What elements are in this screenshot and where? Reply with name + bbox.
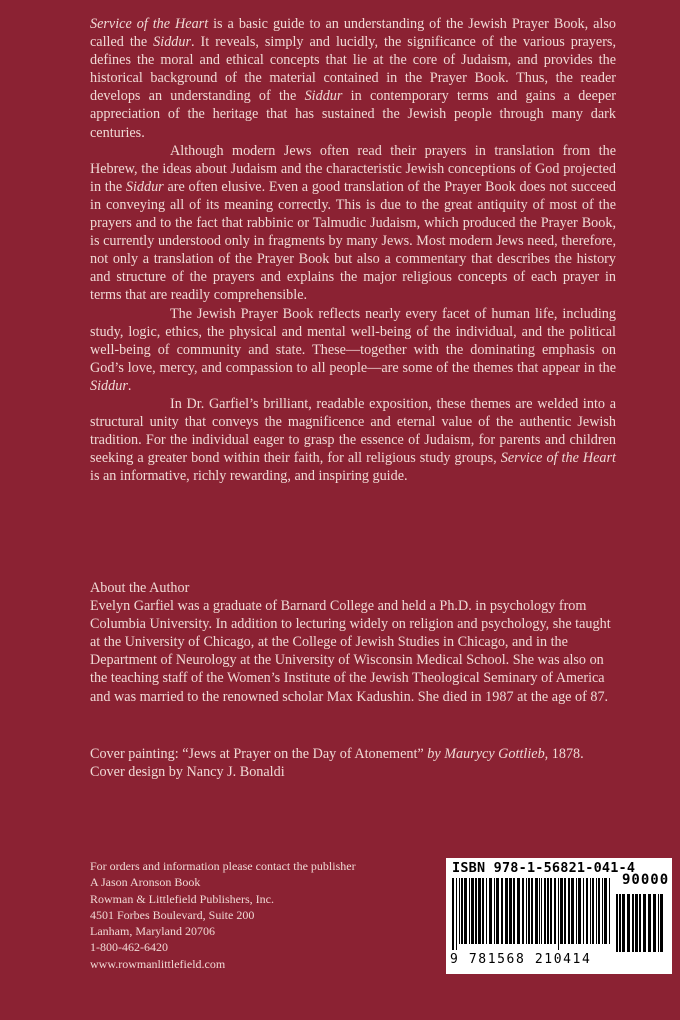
barcode-bar bbox=[635, 894, 638, 952]
barcode-bar bbox=[564, 878, 566, 944]
book-description bbox=[90, 15, 616, 485]
ean-barcode-bars bbox=[452, 878, 612, 952]
barcode-bar bbox=[648, 894, 651, 952]
barcode-bar bbox=[478, 878, 481, 944]
barcode-bar bbox=[544, 878, 546, 944]
barcode-bar bbox=[660, 894, 663, 952]
barcode-bar bbox=[598, 878, 600, 944]
barcode-bar bbox=[461, 878, 463, 944]
price-code: 90000 bbox=[622, 872, 670, 888]
publisher-line: Rowman & Littlefield Publishers, Inc. bbox=[90, 891, 274, 906]
barcode-bar bbox=[571, 878, 574, 944]
barcode-bar bbox=[531, 878, 533, 944]
barcode-bar bbox=[541, 878, 542, 944]
barcode-bar bbox=[489, 878, 492, 944]
description-paragraph-1: Service of the Heart is a basic guide to an understanding of the Jewish Prayer Book, also called the Siddur. It reveals, simply and lucidly, the significance of the various prayers, defines the moral and ethical concepts that lie at the core of Judaism, and provides the historical background of the material contained in the Prayer Book. Thus, the reader develops an understanding of the Siddur in contemporary terms and gains a deeper appreciation of the heritage that has sustained the Jewish people through many dark centuries. bbox=[90, 16, 617, 141]
barcode-bar bbox=[522, 878, 524, 944]
design-credit: Cover design by Nancy J. Bonaldi bbox=[90, 764, 285, 781]
barcode-bar bbox=[653, 894, 656, 952]
barcode-bar bbox=[586, 878, 588, 944]
barcode-bar bbox=[639, 894, 641, 952]
barcode-bar bbox=[609, 878, 610, 944]
barcode-bar bbox=[496, 878, 499, 944]
barcode-bar bbox=[464, 878, 467, 944]
barcode-bar bbox=[622, 894, 625, 952]
barcode-bar bbox=[560, 878, 563, 944]
barcode-bar bbox=[494, 878, 495, 944]
isbn-barcode bbox=[446, 858, 672, 974]
about-author-section bbox=[90, 579, 616, 706]
about-body: Evelyn Garfiel was a graduate of Barnard College and held a Ph.D. in psychology from Columbia University. In addition to lecturing widely on religion and psychology, she taught at the University of Chicago, at the College of Jewish Studies in Chicago, and in the Department of Neurology at the University of Wisconsin Medical School. She was also on the teaching staff of the Women’s Institute of the Jewish Theological Seminary of America and was married to the renowned scholar Max Kadushin. She died in 1987 at the age of 87. bbox=[90, 598, 611, 705]
barcode-bar bbox=[583, 878, 584, 944]
publisher-line: 1-800-462-6420 bbox=[90, 940, 168, 955]
barcode-bar bbox=[619, 894, 621, 952]
painting-credit: Cover painting: “Jews at Prayer on the Day of Atonement” by Maurycy Gottlieb, 1878. bbox=[90, 746, 584, 762]
isbn-label: ISBN 978-1-56821-041-4 bbox=[452, 860, 636, 876]
barcode-bar bbox=[505, 878, 508, 944]
description-paragraph-4: In Dr. Garfiel’s brilliant, readable exposition, these themes are welded into a structural unity that conveys the magnificence and eternal value of the authentic Jewish tradition. For the individual eager to grasp the essence of Judaism, for parents and children seeking a greater bond within their faith, for all religious study groups, Service of the Heart is an informative, richly rewarding, and inspiring guide. bbox=[90, 395, 616, 485]
description-paragraph-2: Although modern Jews often read their prayers in translation from the Hebrew, the ideas about Judaism and the characteristic Jewish conceptions of God projected in the Siddur are often elusive. Even a good translation of the Prayer Book does not succeed in conveying all of its meaning correctly. This is due to the great antiquity of most of the prayers and to the fact that rabbinic or Talmudic Judaism, which produced the Prayer Book, is currently understood only in fragments by many Jews. Most modern Jews need, therefore, not only a translation of the Prayer Book but also a commentary that describes the history and structure of the prayers and explains the major religious concepts of each prayer in terms that are readily comprehensible. bbox=[90, 142, 616, 304]
barcode-bar bbox=[592, 878, 594, 944]
barcode-bar bbox=[550, 878, 552, 944]
barcode-bar bbox=[632, 894, 634, 952]
barcode-bar bbox=[590, 878, 591, 944]
cover-credits bbox=[90, 745, 616, 781]
barcode-bar bbox=[539, 878, 540, 944]
barcode-bar bbox=[658, 894, 659, 952]
barcode-bar bbox=[513, 878, 515, 944]
publisher-website: www.rowmanlittlefield.com bbox=[90, 956, 226, 971]
about-heading: About the Author bbox=[90, 580, 190, 596]
barcode-bar bbox=[509, 878, 512, 944]
barcode-bar bbox=[602, 878, 603, 944]
barcode-bar bbox=[547, 878, 549, 944]
barcode-bar bbox=[558, 878, 559, 950]
barcode-bar bbox=[501, 878, 503, 944]
barcode-bar bbox=[517, 878, 520, 944]
barcode-bar bbox=[627, 894, 630, 952]
barcode-bar bbox=[554, 878, 556, 944]
price-barcode-bars bbox=[616, 878, 666, 952]
barcode-bar bbox=[526, 878, 527, 944]
description-paragraph-3: The Jewish Prayer Book reflects nearly every facet of human life, including study, logic, ethics, the physical and mental well-being of the individual, and the political well-being of community and state. These—together with the dominating emphasis on God’s love, mercy, and compassion to all people—are some of the themes that appear in the Siddur. bbox=[90, 305, 616, 394]
barcode-bar bbox=[578, 878, 581, 944]
barcode-bar bbox=[486, 878, 487, 944]
barcode-bar bbox=[475, 878, 477, 944]
barcode-bar bbox=[643, 894, 646, 952]
barcode-bar bbox=[604, 878, 607, 944]
barcode-bar bbox=[568, 878, 570, 944]
barcode-bar bbox=[459, 878, 460, 944]
barcode-bar bbox=[616, 894, 618, 952]
publisher-line: For orders and information please contact the publisher bbox=[90, 859, 356, 873]
publisher-info bbox=[90, 858, 430, 972]
ean-digits: 9 781568 210414 bbox=[450, 952, 592, 967]
barcode-bar bbox=[469, 878, 470, 944]
barcode-bar bbox=[528, 878, 530, 944]
barcode-bar bbox=[471, 878, 474, 944]
book-title: Service of the Heart bbox=[90, 16, 209, 32]
barcode-bar bbox=[576, 878, 577, 944]
publisher-line: Lanham, Maryland 20706 bbox=[90, 924, 215, 939]
publisher-line: 4501 Forbes Boulevard, Suite 200 bbox=[90, 907, 255, 922]
barcode-bar bbox=[452, 878, 454, 950]
publisher-line: A Jason Aronson Book bbox=[90, 875, 201, 890]
barcode-bar bbox=[535, 878, 538, 944]
barcode-bar bbox=[456, 878, 457, 950]
barcode-bar bbox=[596, 878, 597, 944]
barcode-bar bbox=[482, 878, 484, 944]
